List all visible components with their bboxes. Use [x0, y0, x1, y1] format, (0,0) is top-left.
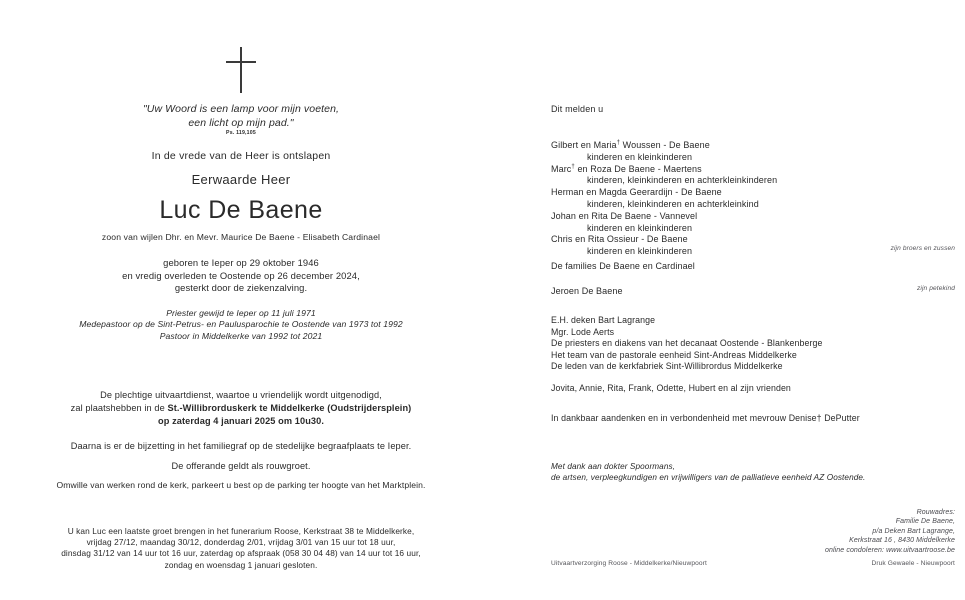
announcement-heading: Dit melden u — [551, 104, 604, 114]
visiting-line-1: U kan Luc een laatste groet brengen in het funerarium Roose, Kerkstraat 38 te Middelkerke, — [67, 526, 415, 536]
rouwadres-line-1: Familie De Baene, — [895, 518, 955, 526]
sacrament-line: gesterkt door de ziekenzalving. — [174, 282, 308, 294]
godchild-relation-label: zijn petekind — [917, 285, 955, 292]
pastor-line: Pastoor in Middelkerke van 1992 tot 2021 — [159, 330, 323, 341]
thanks-line-1: Met dank aan dokter Spoormans, — [551, 462, 676, 471]
parents-line: zoon van wijlen Dhr. en Mevr. Maurice De Baene - Elisabeth Cardinael — [101, 232, 381, 242]
clergy-item-4: Het team van de pastorale eenheid Sint-Andreas Middelkerke — [551, 349, 797, 360]
family-name-2 — [551, 164, 777, 176]
priesthood-history — [0, 308, 482, 342]
footer-funeral-home: Uitvaartverzorging Roose - Middelkerke/Nieuwpoort — [551, 560, 707, 567]
scripture-quote — [0, 102, 482, 130]
visiting-hours — [0, 526, 482, 571]
funeral-service-details — [0, 389, 482, 428]
service-church-name: St.-Willibrorduskerk te Middelkerke (Oudstrijdersplein) — [167, 403, 412, 413]
siblings-relation-label: zijn broers en zussen — [890, 245, 955, 252]
associate-pastor-line: Medepastoor op de Sint-Petrus- en Paulusparochie te Oostende van 1973 tot 1992 — [79, 319, 403, 330]
service-location-prefix: zal plaatshebben in de — [70, 403, 168, 413]
burial-line: Daarna is er de bijzetting in het familiegraf op de stedelijke begraafplaats te Ieper. — [70, 441, 412, 451]
family-children-5: kinderen en kleinkinderen — [587, 246, 693, 257]
rouwadres-line-3: Kerkstraat 16 , 8430 Middelkerke — [849, 537, 955, 545]
clergy-item-5: De leden van de kerkfabriek Sint-Willibrordus Middelkerke — [551, 361, 783, 372]
deceased-dagger-icon: † — [616, 140, 621, 146]
service-location-line — [0, 402, 482, 415]
godchild-name: Jeroen De Baene — [551, 286, 623, 296]
family-name-1 — [551, 140, 777, 152]
clergy-item-2: Mgr. Lode Aerts — [551, 326, 615, 337]
honorific-title: Eerwaarde Heer — [191, 172, 291, 187]
clergy-list — [551, 315, 822, 373]
offering-line: De offerande geldt als rouwgroet. — [171, 461, 311, 471]
family-name-3: Herman en Magda Geerardijn - De Baene — [551, 187, 722, 198]
cross-vertical-bar — [240, 47, 242, 93]
parking-notice: Omwille van werken rond de kerk, parkeert u best op de parking ter hoogte van het Marktplein. — [56, 480, 426, 490]
birth-line: geboren te Ieper op 29 oktober 1946 — [163, 257, 319, 268]
left-column — [0, 0, 482, 600]
visiting-line-4: zondag en woensdag 1 januari gesloten. — [164, 559, 318, 570]
family-name-5: Chris en Rita Ossieur - De Baene — [551, 234, 688, 245]
family-list — [551, 140, 777, 258]
family-name-4: Johan en Rita De Baene - Vannevel — [551, 210, 698, 221]
family-name-2-text: Marc — [551, 163, 572, 174]
footer-printer: Druk Gewaele - Nieuwpoort — [871, 560, 955, 567]
rouwadres-line-2: p/a Deken Bart Lagrange, — [872, 527, 955, 535]
clergy-item-3: De priesters en diakens van het decanaat Oostende - Blankenberge — [551, 338, 823, 349]
ordination-line: Priester gewijd te Ieper op 11 juli 1971 — [166, 308, 316, 318]
death-line: en vredig overleden te Oostende op 26 december 2024, — [122, 269, 360, 281]
family-children-3: kinderen, kleinkinderen en achterkleinkind — [587, 198, 759, 209]
service-datetime-line — [0, 415, 482, 428]
rouwadres-online-link[interactable]: online condoleren: www.uitvaartroose.be — [825, 546, 955, 554]
rouwadres-label: Rouwadres: — [916, 509, 955, 516]
visiting-line-2: vrijdag 27/12, maandag 30/12, donderdag 2/01, vrijdag 3/01 van 15 uur tot 18 uur, — [86, 537, 396, 548]
remembrance-line: In dankbaar aandenken en in verbondenheid met mevrouw Denise† DePutter — [551, 413, 860, 423]
friends-line: Jovita, Annie, Rita, Frank, Odette, Hubert en al zijn vrienden — [551, 383, 791, 393]
birth-death-details — [0, 257, 482, 295]
deceased-dagger-icon: † — [571, 163, 575, 170]
quote-line-2: een licht op mijn pad." — [188, 117, 294, 129]
family-children-2: kinderen, kleinkinderen en achterkleinkinderen — [587, 175, 778, 186]
condolence-address — [825, 508, 955, 555]
service-invite-line: De plechtige uitvaartdienst, waartoe u vriendelijk wordt uitgenodigd, — [100, 390, 382, 400]
quote-reference: Ps. 119,105 — [226, 130, 256, 136]
clergy-item-1: E.H. deken Bart Lagrange — [551, 315, 656, 325]
quote-line-1: "Uw Woord is een lamp voor mijn voeten, — [142, 103, 340, 115]
thanks-note — [551, 461, 865, 483]
family-children-1: kinderen en kleinkinderen — [587, 151, 693, 162]
deceased-name: Luc De Baene — [159, 196, 323, 224]
service-datetime: op zaterdag 4 januari 2025 om 10u30. — [158, 416, 324, 426]
extended-families-line: De families De Baene en Cardinael — [551, 261, 695, 271]
family-name-1-rest: Woussen - De Baene — [620, 140, 710, 150]
thanks-line-2: de artsen, verpleegkundigen en vrijwilligers van de palliatieve eenheid AZ Oostende. — [551, 473, 866, 482]
family-name-2-rest: en Roza De Baene - Maertens — [574, 163, 702, 174]
family-children-4: kinderen en kleinkinderen — [587, 222, 693, 233]
visiting-line-3: dinsdag 31/12 van 14 uur tot 16 uur, zaterdag op afspraak (058 30 04 48) van 14 uur tot 16 uur, — [61, 548, 421, 559]
cross-horizontal-bar — [226, 61, 256, 63]
passing-statement: In de vrede van de Heer is ontslapen — [151, 150, 331, 162]
latin-cross-icon — [226, 47, 256, 93]
family-name-1-text: Gilbert en Maria — [551, 140, 617, 150]
